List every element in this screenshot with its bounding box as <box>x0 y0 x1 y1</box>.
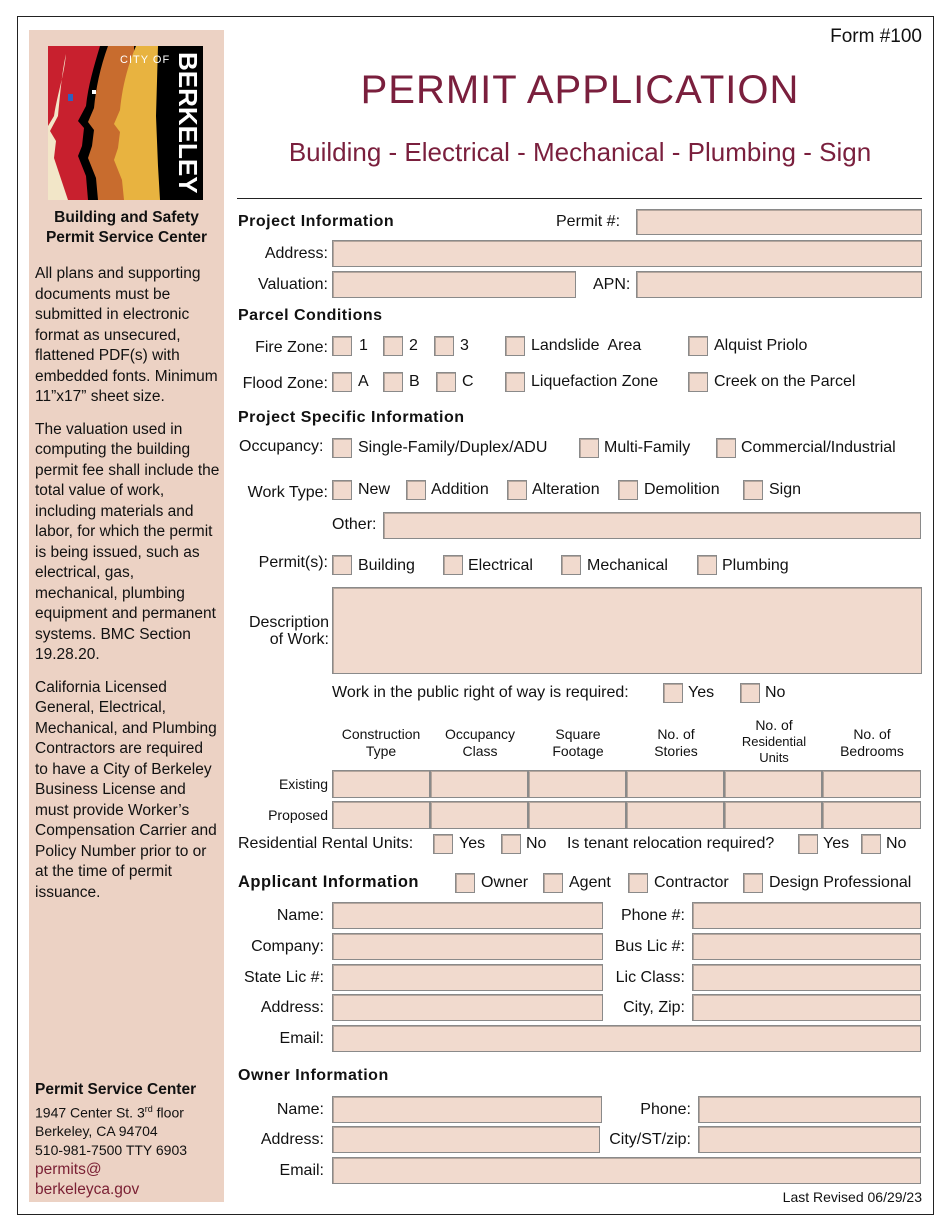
work-demolition-checkbox[interactable] <box>618 480 638 500</box>
flood-zone-b-checkbox[interactable] <box>383 372 403 392</box>
proposed-construction-input[interactable] <box>332 801 430 829</box>
role-contractor-checkbox[interactable] <box>628 873 648 893</box>
row-existing-label: Existing <box>278 776 328 792</box>
col-occupancy-class: Occupancy Class <box>444 726 516 759</box>
page-subtitle: Building - Electrical - Mechanical - Plumbing - Sign <box>288 137 872 167</box>
applicant-bus-lic-input[interactable] <box>692 933 921 960</box>
proposed-stories-input[interactable] <box>626 801 724 829</box>
role-contractor-label: Contractor <box>654 874 729 891</box>
occ-multi-family-label: Multi-Family <box>604 439 691 456</box>
applicant-state-lic-input[interactable] <box>332 964 603 991</box>
fire-zone-2-checkbox[interactable] <box>383 336 403 356</box>
other-label: Other: <box>332 516 377 533</box>
work-alteration-label: Alteration <box>532 481 600 498</box>
public-row-no-label: No <box>765 684 786 701</box>
project-info-heading: Project Information <box>238 213 395 230</box>
liquefaction-label: Liquefaction Zone <box>531 373 659 390</box>
description-label-line1: Description <box>248 614 329 631</box>
existing-occupancy-input[interactable] <box>430 770 528 798</box>
landslide-label: Landslide Area <box>531 337 642 354</box>
permit-plumbing-checkbox[interactable] <box>697 555 717 575</box>
owner-city-input[interactable] <box>698 1126 921 1153</box>
street-floor: floor <box>152 1104 184 1121</box>
header-divider <box>237 198 922 199</box>
flood-zone-c-checkbox[interactable] <box>436 372 456 392</box>
form-number: Form #100 <box>830 26 922 47</box>
alquist-priolo-checkbox[interactable] <box>688 336 708 356</box>
applicant-company-input[interactable] <box>332 933 603 960</box>
applicant-city-zip-input[interactable] <box>692 994 921 1021</box>
permit-building-label: Building <box>358 557 415 574</box>
fire-zone-label: Fire Zone: <box>255 339 328 356</box>
work-new-checkbox[interactable] <box>332 480 352 500</box>
note-electronic-plans: All plans and supporting documents must be submitted in electronic format as unsecured, flattened PDF(s) with embedded fonts. Minimum 11”x17” sheet size. <box>35 265 218 405</box>
creek-checkbox[interactable] <box>688 372 708 392</box>
street-text: 1947 Center St. 3 <box>35 1104 145 1121</box>
other-input[interactable] <box>383 512 921 539</box>
occ-commercial-label: Commercial/Industrial <box>741 439 896 456</box>
applicant-company-label: Company: <box>251 938 324 955</box>
role-owner-checkbox[interactable] <box>455 873 475 893</box>
sidebar-notes <box>35 264 220 915</box>
creek-label: Creek on the Parcel <box>714 373 856 390</box>
col-square-footage: Square Footage <box>552 726 604 759</box>
owner-name-label: Name: <box>276 1101 324 1118</box>
applicant-email-label: Email: <box>279 1030 324 1047</box>
proposed-units-input[interactable] <box>724 801 822 829</box>
tenant-yes-checkbox[interactable] <box>798 834 818 854</box>
owner-phone-label: Phone: <box>640 1101 691 1118</box>
city-logo <box>48 46 203 200</box>
permit-no-input[interactable] <box>636 209 922 235</box>
logo-berkeley: BERKELEY <box>173 52 203 194</box>
row-proposed-label: Proposed <box>268 807 328 823</box>
parcel-conditions-heading: Parcel Conditions <box>238 307 383 324</box>
permit-electrical-checkbox[interactable] <box>443 555 463 575</box>
flood-zone-b-label: B <box>409 373 420 390</box>
role-agent-label: Agent <box>569 874 611 891</box>
applicant-name-input[interactable] <box>332 902 603 929</box>
flood-zone-c-label: C <box>462 373 474 390</box>
tenant-yes-label: Yes <box>823 835 850 852</box>
public-row-yes-checkbox[interactable] <box>663 683 683 703</box>
owner-phone-input[interactable] <box>698 1096 921 1123</box>
dept-name <box>29 208 224 248</box>
role-design-professional-label: Design Professional <box>769 874 912 891</box>
applicant-lic-class-input[interactable] <box>692 964 921 991</box>
note-valuation: The valuation used in computing the building permit fee shall include the total value of work, including materials and labor, for which the permit is being issued, such as electrical, gas, mechanical, plumbing equipment and permanent systems. BMC Section 19.28.20. <box>35 420 220 663</box>
project-specific-heading: Project Specific Information <box>238 409 465 426</box>
dept-line-1: Building and Safety <box>54 209 199 226</box>
fire-zone-2-label: 2 <box>409 337 418 354</box>
col-stories: No. of Stories <box>654 726 698 759</box>
permit-building-checkbox[interactable] <box>332 555 352 575</box>
fire-zone-3-label: 3 <box>460 337 469 354</box>
fire-zone-1-label: 1 <box>359 337 368 354</box>
permit-electrical-label: Electrical <box>468 557 533 574</box>
work-demolition-label: Demolition <box>644 481 720 498</box>
tenant-no-label: No <box>886 835 907 852</box>
landslide-checkbox[interactable] <box>505 336 525 356</box>
existing-sqft-input[interactable] <box>528 770 626 798</box>
tenant-no-checkbox[interactable] <box>861 834 881 854</box>
permit-plumbing-label: Plumbing <box>722 557 789 574</box>
owner-city-label: City/ST/zip: <box>609 1131 691 1148</box>
street-sup: rd <box>144 1104 153 1114</box>
email-link-1[interactable]: permits@ <box>35 1161 102 1179</box>
rental-no-label: No <box>526 835 547 852</box>
applicant-lic-class-label: Lic Class: <box>615 969 685 986</box>
owner-email-input[interactable] <box>332 1157 921 1184</box>
public-row-yes-label: Yes <box>688 684 715 701</box>
last-revised: Last Revised 06/29/23 <box>782 1189 922 1205</box>
proposed-bedrooms-input[interactable] <box>822 801 921 829</box>
rental-units-label: Residential Rental Units: <box>238 835 414 852</box>
work-sign-label: Sign <box>769 481 802 498</box>
apn-label: APN: <box>593 276 631 293</box>
applicant-address-input[interactable] <box>332 994 603 1021</box>
flood-zone-a-label: A <box>358 373 369 390</box>
work-type-label: Work Type: <box>247 484 328 501</box>
sidebar <box>29 30 224 1202</box>
applicant-phone-label: Phone #: <box>620 907 685 924</box>
description-label-line2: of Work: <box>269 631 329 648</box>
apn-input[interactable] <box>636 271 922 298</box>
permit-no-label: Permit #: <box>556 213 621 230</box>
role-owner-label: Owner <box>481 874 529 891</box>
proposed-occupancy-input[interactable] <box>430 801 528 829</box>
alquist-priolo-label: Alquist Priolo <box>714 337 808 354</box>
applicant-phone-input[interactable] <box>692 902 921 929</box>
existing-construction-input[interactable] <box>332 770 430 798</box>
applicant-name-label: Name: <box>276 907 324 924</box>
occ-commercial-checkbox[interactable] <box>716 438 736 458</box>
owner-email-label: Email: <box>279 1162 324 1179</box>
applicant-email-input[interactable] <box>332 1025 921 1052</box>
page-title: PERMIT APPLICATION <box>360 68 800 112</box>
contact-street <box>35 1100 225 1122</box>
address-input[interactable] <box>332 240 922 267</box>
work-alteration-checkbox[interactable] <box>507 480 527 500</box>
email-link-2[interactable]: berkeleyca.gov <box>35 1181 140 1199</box>
col-construction-type: Construction Type <box>341 726 421 759</box>
rental-yes-label: Yes <box>459 835 486 852</box>
owner-address-input[interactable] <box>332 1126 600 1153</box>
existing-stories-input[interactable] <box>626 770 724 798</box>
rental-yes-checkbox[interactable] <box>433 834 453 854</box>
occ-single-family-label: Single-Family/Duplex/ADU <box>358 439 548 456</box>
owner-address-label: Address: <box>260 1131 324 1148</box>
permits-label: Permit(s): <box>258 554 328 571</box>
applicant-bus-lic-label: Bus Lic #: <box>614 938 685 955</box>
permit-mechanical-label: Mechanical <box>587 557 668 574</box>
owner-info-heading: Owner Information <box>238 1067 389 1084</box>
description-label <box>238 614 329 648</box>
occupancy-label: Occupancy: <box>239 438 324 455</box>
col-residential-units: No. of Residential Units <box>741 717 807 765</box>
rental-no-checkbox[interactable] <box>501 834 521 854</box>
existing-units-input[interactable] <box>724 770 822 798</box>
valuation-input[interactable] <box>332 271 576 298</box>
dept-line-2: Permit Service Center <box>45 229 208 246</box>
address-label: Address: <box>264 245 328 262</box>
fire-zone-3-checkbox[interactable] <box>434 336 454 356</box>
flood-zone-a-checkbox[interactable] <box>332 372 352 392</box>
applicant-address-label: Address: <box>260 999 324 1016</box>
work-new-label: New <box>358 481 391 498</box>
role-design-professional-checkbox[interactable] <box>743 873 763 893</box>
tenant-relocation-label: Is tenant relocation required? <box>567 835 775 852</box>
contact-city: Berkeley, CA 94704 <box>35 1123 158 1140</box>
public-row-no-checkbox[interactable] <box>740 683 760 703</box>
liquefaction-checkbox[interactable] <box>505 372 525 392</box>
occ-multi-family-checkbox[interactable] <box>579 438 599 458</box>
contact-phone: 510-981-7500 TTY 6903 <box>35 1141 188 1158</box>
proposed-sqft-input[interactable] <box>528 801 626 829</box>
existing-bedrooms-input[interactable] <box>822 770 921 798</box>
owner-name-input[interactable] <box>332 1096 602 1123</box>
fire-zone-1-checkbox[interactable] <box>332 336 352 356</box>
contact-title: Permit Service Center <box>35 1081 197 1098</box>
occ-single-family-checkbox[interactable] <box>332 438 352 458</box>
col-bedrooms: No. of Bedrooms <box>840 726 904 759</box>
valuation-label: Valuation: <box>258 276 328 293</box>
applicant-city-zip-label: City, Zip: <box>623 999 685 1016</box>
contact-block <box>35 1080 225 1200</box>
logo-city-of: CITY OF <box>120 54 171 66</box>
work-addition-label: Addition <box>431 481 489 498</box>
permit-mechanical-checkbox[interactable] <box>561 555 581 575</box>
role-agent-checkbox[interactable] <box>543 873 563 893</box>
work-addition-checkbox[interactable] <box>406 480 426 500</box>
note-contractors: California Licensed General, Electrical, Mechanical, and Plumbing Contractors are required to have a City of Berkeley Business License and must provide Worker’s Compensation Carrier and Policy Number prior to or at the time of permit issuance. <box>35 678 217 901</box>
description-textarea[interactable] <box>332 587 922 674</box>
work-sign-checkbox[interactable] <box>743 480 763 500</box>
public-row-question: Work in the public right of way is required: <box>332 684 629 701</box>
applicant-info-heading: Applicant Information <box>238 873 419 891</box>
applicant-state-lic-label: State Lic #: <box>243 969 324 986</box>
flood-zone-label: Flood Zone: <box>242 375 328 392</box>
